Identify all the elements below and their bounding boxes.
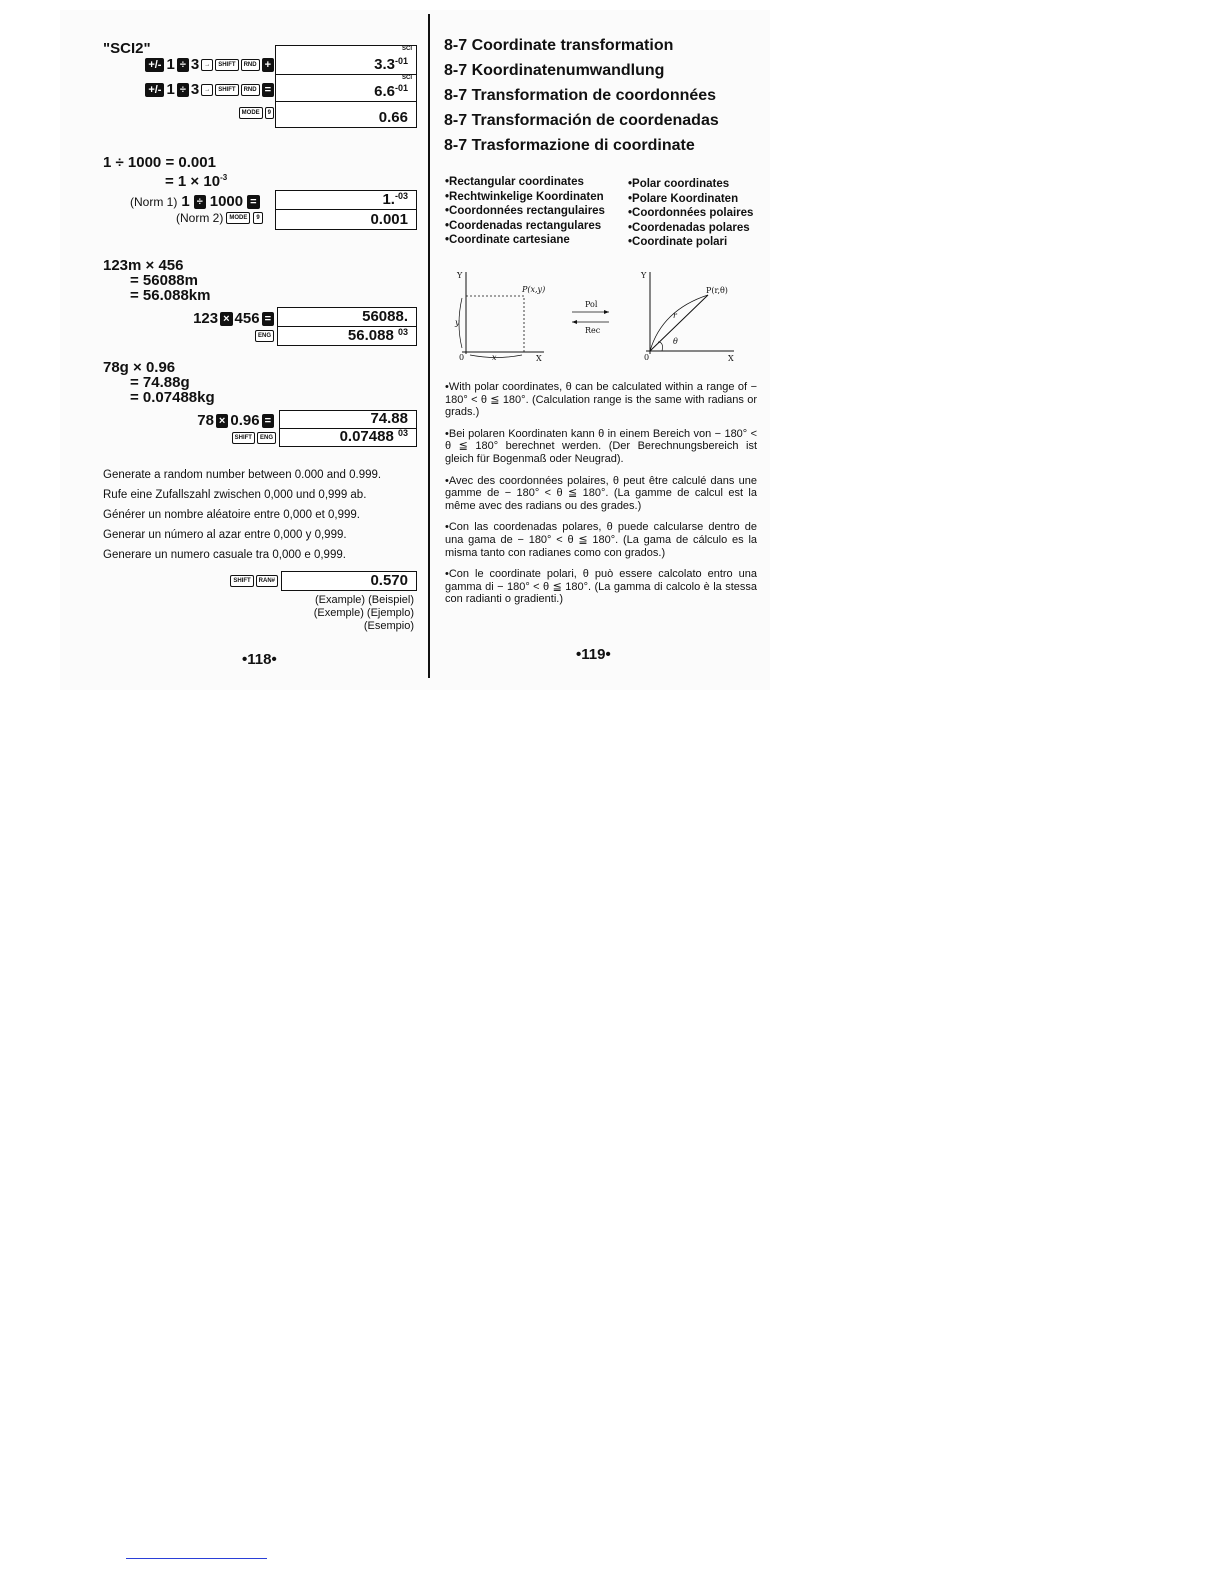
rnd-key: RND: [241, 59, 260, 71]
equals-key: =: [262, 83, 274, 97]
keyseq-sci-1: +/- 1 ÷ 3 → SHIFT RND +: [140, 56, 274, 73]
times-key: ×: [220, 312, 232, 326]
example-notes: (Example) (Beispiel) (Exemple) (Ejemplo) (Esempio): [313, 594, 414, 632]
polar-point-label: P(r,θ): [706, 286, 728, 295]
equals-key: =: [247, 195, 259, 209]
rect-x-label: x: [492, 353, 497, 362]
keyseq-eng: [240, 330, 274, 342]
length-expression-line2: = 56088m: [130, 272, 198, 289]
display-norm1: 1.$^{-03}$: [275, 190, 417, 210]
ran-key: RAN#: [256, 575, 278, 587]
polar-y-axis-label: Y: [641, 271, 647, 280]
pol-label: Pol: [585, 300, 598, 309]
nine-key: 9: [265, 107, 274, 119]
eng-key: ENG: [255, 330, 274, 342]
random-number-instructions: Generate a random number between 0.000 and 0.999. Rufe eine Zufallszahl zwischen 0,000 und 0,999 ab. Générer un nombre aléatoire entre 0,000 et 0,999. Generar un número al azar entre 0,000 y 0,999. Generare un numero casuale tra 0,000 e 0,999.: [103, 469, 382, 561]
times-key: ×: [216, 414, 228, 428]
length-expression-line3: = 56.088km: [130, 287, 211, 304]
nine-key: 9: [253, 212, 262, 224]
rectangular-coordinates-list: •Rectangular coordinates •Rechtwinkelige Koordinaten •Coordonnées rectangulaires •Coordenadas rectangulares •Coordinate cartesiane: [445, 176, 605, 247]
mass-expression-line2: = 74.88g: [130, 374, 190, 391]
paragraph-es: •Con las coordenadas polares, θ puede calcularse dentro de una gama de − 180° < θ ≦ 180°. (La gama de cálculo es la misma tanto con radianes como con grados.): [445, 521, 757, 559]
display-sci-2: SCI $6.6^{-01}$: [275, 74, 417, 102]
polar-origin-label: 0: [644, 353, 650, 362]
keyseq-sci-2: +/- 1 ÷ 3 → SHIFT RND =: [140, 81, 274, 98]
coordinate-diagram: [444, 262, 764, 372]
norm1-row: (Norm 1) 1 ÷ 1000 =: [130, 193, 260, 210]
keyseq-shift-eng: [230, 432, 276, 444]
page-number-left: •118•: [242, 651, 277, 668]
polar-range-paragraphs: [445, 381, 757, 606]
division-expression-line2: = $1 \times 10^{-3}$: [165, 173, 228, 190]
rec-arrow-head: [572, 320, 577, 324]
rnd-key: RND: [241, 84, 260, 96]
footer-line: [126, 1558, 267, 1559]
page-divider: [428, 14, 430, 678]
keyseq-length: 123 × 456 =: [160, 310, 274, 327]
rect-origin-label: 0: [459, 353, 465, 362]
polar-theta-label: θ: [673, 337, 678, 346]
shift-key: SHIFT: [230, 575, 253, 587]
polar-r-label: r: [673, 311, 677, 320]
pol-arrow-head: [604, 310, 609, 314]
display-mass-2: 0.07488 $^{03}$: [279, 428, 417, 447]
rect-dashed-lines: [466, 296, 524, 352]
polar-angle-arc: [658, 342, 663, 351]
title-it: 8-7 Trasformazione di coordinate: [444, 137, 695, 154]
display-length-2: 56.088 $^{03}$: [277, 326, 417, 346]
mode-key: MODE: [239, 107, 263, 119]
rect-x-axis-label: X: [536, 354, 542, 363]
sci-key: →: [201, 84, 213, 96]
display-mass-1: 74.88: [279, 410, 417, 429]
display-random: 0.570: [281, 571, 417, 591]
shift-key: SHIFT: [215, 84, 238, 96]
polar-x-axis-label: X: [728, 354, 734, 363]
display-length-1: 56088.: [277, 307, 417, 327]
plus-key: +: [262, 58, 274, 72]
shift-key: SHIFT: [232, 432, 255, 444]
title-de: 8-7 Koordinatenumwandlung: [444, 62, 665, 79]
paragraph-fr: •Avec des coordonnées polaires, θ peut être calculé dans une gamme de − 180° < θ ≦ 180°. (La gamme de calcul est la même avec des radians ou des grades.): [445, 474, 757, 512]
title-es: 8-7 Transformación de coordenadas: [444, 112, 719, 129]
length-expression-line1: 123m × 456: [103, 257, 184, 274]
page-number-right: •119•: [576, 646, 611, 663]
keyseq-shift-ran: [220, 575, 278, 587]
section-titles: [444, 33, 719, 158]
keyseq-mass: 78 × 0.96 =: [170, 412, 274, 429]
rect-y-axis-label: Y: [457, 271, 463, 280]
display-norm2: 0.001: [275, 209, 417, 230]
eng-key: ENG: [257, 432, 276, 444]
paragraph-it: •Con le coordinate polari, θ può essere calcolato entro una gamma di − 180° < θ ≦ 180°. (La gamma di calcolo è la stessa con radianti o gradienti.): [445, 568, 757, 606]
mass-expression-line1: 78g × 0.96: [103, 359, 176, 376]
rect-point-label: P(x,y): [522, 285, 546, 294]
mass-expression-line3: = 0.07488kg: [130, 389, 215, 406]
keyseq-mode-9: [200, 107, 274, 119]
plus-minus-key: +/-: [145, 83, 164, 97]
divide-key: ÷: [177, 58, 189, 72]
title-en: 8-7 Coordinate transformation: [444, 37, 674, 54]
shift-key: SHIFT: [215, 59, 238, 71]
equals-key: =: [262, 414, 274, 428]
sci-key: →: [201, 59, 213, 71]
display-sci-1: SCI $3.3^{-01}$: [275, 45, 417, 75]
plus-minus-key: +/-: [145, 58, 164, 72]
paragraph-de: •Bei polaren Koordinaten kann θ in einem Bereich von − 180° < θ ≦ 180° berechnet werden. (Der Berechnungsbereich ist gleich für Bogenmaß oder Neugrad).: [445, 427, 757, 465]
equals-key: =: [262, 312, 274, 326]
polar-coordinates-list: •Polar coordinates •Polare Koordinaten •Coordonnées polaires •Coordenadas polares •Coordinate polari: [628, 178, 754, 249]
paragraph-en: •With polar coordinates, θ can be calculated within a range of − 180° < θ ≦ 180°. (Calculation range is the same with radians or grads.): [445, 381, 757, 419]
mode-key: MODE: [226, 212, 250, 224]
title-fr: 8-7 Transformation de coordonnées: [444, 87, 717, 104]
rect-y-label: y: [455, 318, 460, 327]
sci2-heading: "SCI2": [103, 40, 151, 57]
display-sci-3: 0.66: [275, 101, 417, 128]
division-expression-line1: 1 ÷ 1000 = 0.001: [103, 154, 216, 171]
norm2-row: (Norm 2) MODE 9: [176, 211, 263, 225]
polar-radius-line: [650, 295, 708, 351]
divide-key: ÷: [194, 195, 206, 209]
rec-label: Rec: [585, 326, 601, 335]
divide-key: ÷: [177, 83, 189, 97]
